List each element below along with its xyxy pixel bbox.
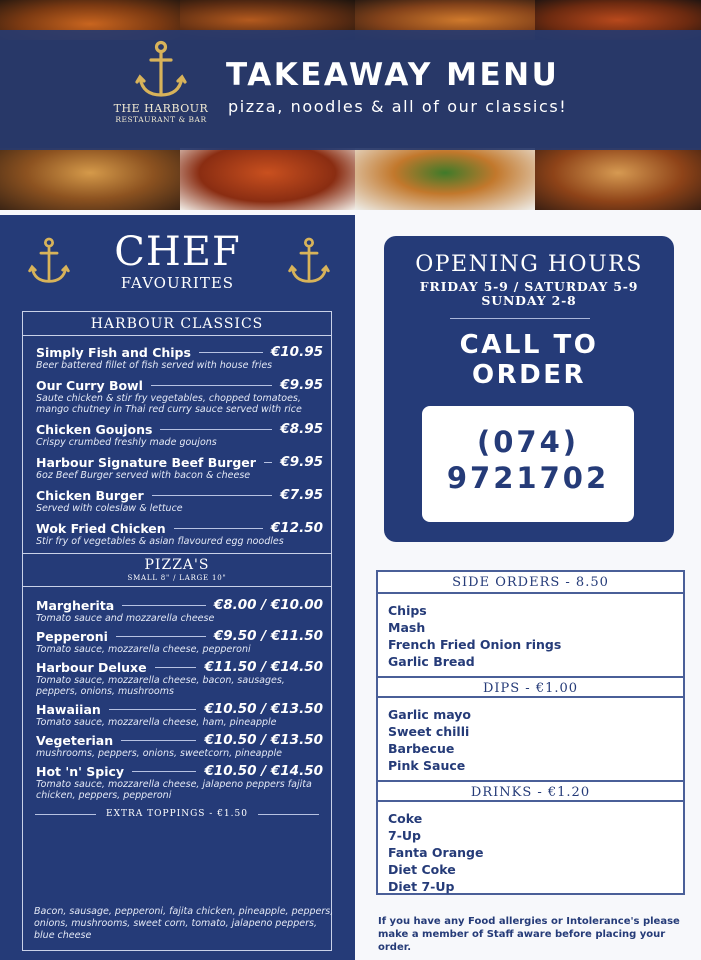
menu-item	[23, 454, 331, 481]
item-name: Hawaiian	[36, 701, 101, 717]
item-name: Vegeterian	[36, 732, 114, 748]
food-photo	[535, 148, 701, 210]
list-item: Garlic Bread	[388, 654, 475, 669]
leader-line	[151, 385, 272, 386]
item-price: €9.50 / €11.50	[213, 628, 323, 644]
item-name: Margherita	[36, 597, 115, 613]
item-price: €9.95	[280, 454, 323, 470]
chef-heading	[0, 215, 355, 315]
item-description: Tomato sauce, mozzarella cheese, bacon, sausages, peppers, onions, mushrooms	[36, 675, 285, 697]
menu-item	[23, 344, 331, 371]
item-description: Tomato sauce, mozzarella cheese, ham, pineapple	[36, 717, 277, 728]
item-price: €10.50 / €13.50	[204, 701, 323, 717]
item-price: €8.00 / €10.00	[213, 597, 323, 613]
menu-box	[22, 311, 332, 951]
food-photo	[355, 148, 535, 210]
section-heading-classics: HARBOUR CLASSICS	[23, 312, 331, 336]
list-item: Sweet chilli	[388, 724, 470, 739]
item-name: Pepperoni	[36, 628, 108, 644]
item-name: Chicken Goujons	[36, 421, 153, 437]
list-item: Diet Coke	[388, 862, 456, 877]
leader-line	[122, 605, 206, 606]
item-description: Crispy crumbed freshly made goujons	[36, 437, 217, 448]
menu-item	[23, 421, 331, 448]
phone-local-number: 9721702	[446, 461, 610, 495]
food-photo	[0, 148, 180, 210]
phone-number[interactable]	[422, 424, 634, 496]
sides-dips-drinks-box	[376, 570, 685, 895]
list-item: Fanta Orange	[388, 845, 484, 860]
call-line: ORDER	[472, 360, 586, 390]
leader-line	[121, 740, 196, 741]
dips-list	[378, 698, 683, 780]
phone-area-code: (074)	[476, 425, 580, 459]
item-name: Simply Fish and Chips	[36, 344, 191, 360]
opening-hours-title: OPENING HOURS	[415, 252, 643, 277]
divider	[35, 814, 96, 815]
item-description: Beer battered fillet of fish served with house fries	[36, 360, 273, 371]
opening-hours-line: FRIDAY 5-9 / SATURDAY 5-9	[419, 279, 639, 294]
divider	[258, 814, 319, 815]
item-description: Tomato sauce, mozzarella cheese, pepperoni	[36, 644, 251, 655]
opening-hours-card	[384, 236, 674, 542]
anchor-icon	[134, 40, 188, 102]
menu-item	[23, 597, 331, 624]
item-price: €10.50 / €14.50	[204, 763, 323, 779]
item-price: €9.95	[280, 377, 323, 393]
item-description: mushrooms, peppers, onions, sweetcorn, pineapple	[36, 748, 283, 759]
classics-list	[23, 336, 331, 547]
page-subtitle: pizza, noodles & all of our classics!	[228, 97, 568, 116]
chef-subtitle: FAVOURITES	[120, 274, 235, 292]
leader-line	[109, 709, 197, 710]
pizza-sizes: SMALL 8" / LARGE 10"	[23, 574, 331, 587]
item-name: Hot 'n' Spicy	[36, 763, 125, 779]
item-price: €7.95	[280, 487, 323, 503]
menu-item	[23, 487, 331, 514]
section-heading-sides: SIDE ORDERS - 8.50	[378, 572, 683, 594]
menu-item	[23, 377, 331, 415]
call-to-order	[384, 330, 674, 390]
leader-line	[199, 352, 263, 353]
section-heading-pizzas: PIZZA'S	[23, 553, 331, 574]
list-item: Mash	[388, 620, 426, 635]
leader-line	[132, 771, 196, 772]
extra-toppings-list: Bacon, sausage, pepperoni, fajita chicken, pineapple, peppers, onions, mushrooms, sweet corn, tomato, jalapeno peppers, blue cheese	[34, 906, 334, 941]
item-name: Wok Fried Chicken	[36, 520, 166, 536]
item-name: Harbour Signature Beef Burger	[36, 454, 256, 470]
list-item: Chips	[388, 603, 427, 618]
food-photo	[180, 148, 355, 210]
pizza-list	[23, 587, 331, 801]
list-item: French Fried Onion rings	[388, 637, 562, 652]
leader-line	[116, 636, 206, 637]
extra-toppings-title: EXTRA TOPPINGS - €1.50	[106, 809, 248, 819]
menu-item	[23, 659, 331, 697]
call-line: CALL TO	[459, 330, 599, 360]
item-price: €10.50 / €13.50	[204, 732, 323, 748]
leader-line	[160, 429, 272, 430]
drinks-list	[378, 802, 683, 901]
item-description: Saute chicken & stir fry vegetables, chopped tomatoes, mango chutney in Thai red curry sauce served with rice	[36, 393, 302, 415]
leader-line	[174, 528, 263, 529]
item-description: Served with coleslaw & lettuce	[36, 503, 183, 514]
header-banner	[0, 0, 701, 210]
chef-favourites-panel	[0, 215, 355, 960]
menu-item	[23, 732, 331, 759]
divider	[450, 318, 590, 319]
item-description: Tomato sauce, mozzarella cheese, jalapeno peppers fajita chicken, peppers, pepperoni	[36, 779, 312, 801]
leader-line	[152, 495, 273, 496]
list-item: 7-Up	[388, 828, 421, 843]
item-description: Stir fry of vegetables & asian flavoured egg noodles	[36, 536, 284, 547]
leader-line	[155, 667, 197, 668]
leader-line	[264, 462, 272, 463]
menu-item	[23, 628, 331, 655]
list-item: Barbecue	[388, 741, 455, 756]
logo-name: THE HARBOUR	[113, 102, 209, 115]
sides-list	[378, 594, 683, 676]
item-description: Tomato sauce and mozzarella cheese	[36, 613, 215, 624]
list-item: Garlic mayo	[388, 707, 472, 722]
extra-toppings-heading	[23, 805, 331, 819]
phone-number-box[interactable]	[422, 406, 634, 522]
anchor-icon	[287, 237, 331, 287]
menu-item	[23, 763, 331, 801]
page-title: TAKEAWAY MENU	[226, 57, 560, 93]
item-price: €8.95	[280, 421, 323, 437]
harbour-logo	[108, 38, 214, 138]
list-item: Pink Sauce	[388, 758, 466, 773]
list-item: Coke	[388, 811, 423, 826]
item-name: Chicken Burger	[36, 487, 144, 503]
section-heading-dips: DIPS - €1.00	[378, 676, 683, 698]
opening-hours-line: SUNDAY 2-8	[481, 293, 577, 308]
item-name: Harbour Deluxe	[36, 659, 147, 675]
menu-item	[23, 520, 331, 547]
list-item: Diet 7-Up	[388, 879, 455, 894]
item-description: 6oz Beef Burger served with bacon & cheese	[36, 470, 251, 481]
item-price: €12.50	[270, 520, 323, 536]
section-heading-drinks: DRINKS - €1.20	[378, 780, 683, 802]
chef-title: CHEF	[114, 229, 241, 275]
menu-item	[23, 701, 331, 728]
item-price: €10.95	[270, 344, 323, 360]
logo-subtitle: RESTAURANT & BAR	[115, 115, 207, 124]
allergy-notice: If you have any Food allergies or Intolerance's please make a member of Staff aware before placing your order.	[378, 916, 680, 953]
item-name: Our Curry Bowl	[36, 377, 143, 393]
item-price: €11.50 / €14.50	[204, 659, 323, 675]
